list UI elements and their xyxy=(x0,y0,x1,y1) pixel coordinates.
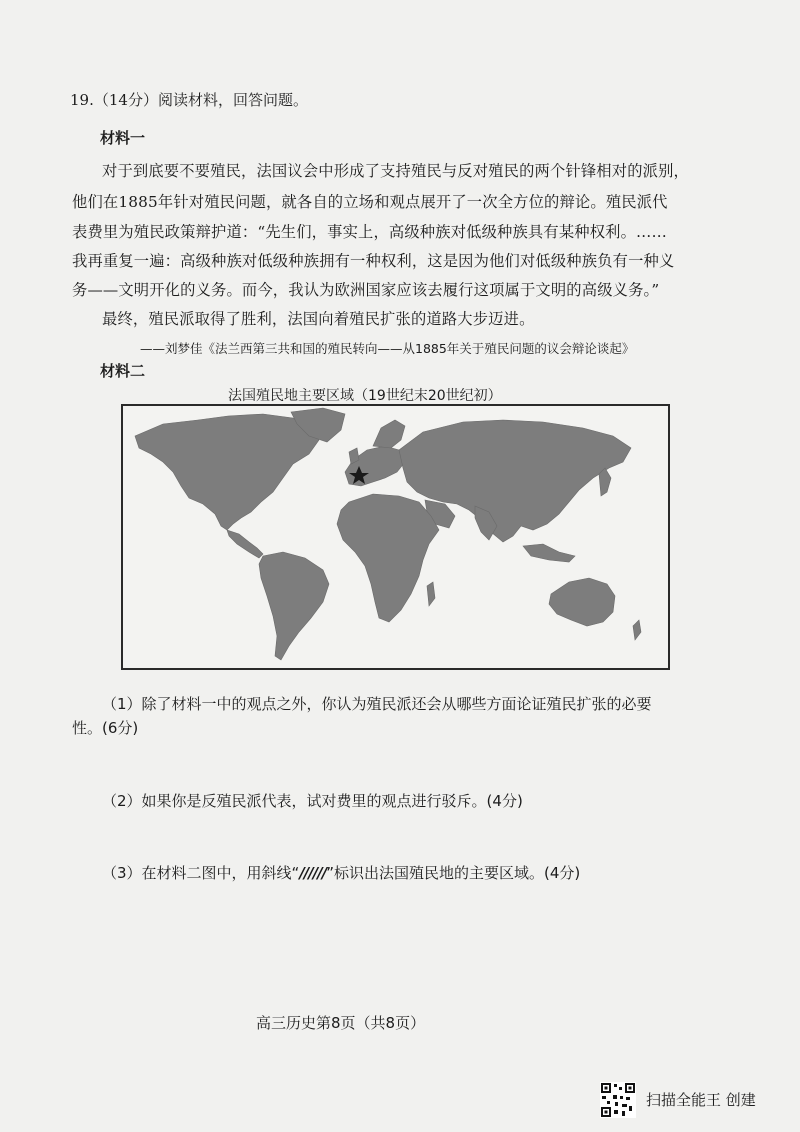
question-title: 19.（14分）阅读材料，回答问题。 xyxy=(70,91,308,109)
japan xyxy=(599,468,611,496)
australia xyxy=(549,578,615,626)
north-america xyxy=(135,414,319,530)
material-1-line-4: 我再重复一遍：高级种族对低级种族拥有一种权利，这是因为他们对低级种族负有一种义 xyxy=(72,252,675,270)
scandinavia xyxy=(373,420,405,448)
world-map[interactable] xyxy=(121,404,670,670)
question-3-prefix: （3）在材料二图中，用斜线“ xyxy=(102,864,300,882)
new-zealand xyxy=(633,620,641,640)
question-1-line-1: （1）除了材料一中的观点之外，你认为殖民派还会从哪些方面论证殖民扩张的必要 xyxy=(102,695,652,713)
material-1-label: 材料一 xyxy=(100,129,146,147)
material-1-line-1: 对于到底要不要殖民，法国议会中形成了支持殖民与反对殖民的两个针锋相对的派别， xyxy=(102,162,689,180)
madagascar xyxy=(427,582,435,606)
africa xyxy=(337,494,439,622)
page-footer: 高三历史第8页（共8页） xyxy=(256,1014,426,1032)
southeast-asia xyxy=(523,544,575,562)
material-1-line-5: 务——文明开化的义务。而今，我认为欧洲国家应该去履行这项属于文明的高级义务。” xyxy=(72,281,660,299)
hatch-symbol: ////// xyxy=(299,864,327,882)
question-3-suffix: ”标识出法国殖民地的主要区域。(4分) xyxy=(326,864,581,882)
south-america xyxy=(259,552,329,660)
question-1-line-2: 性。(6分) xyxy=(72,719,139,737)
material-1-line-2: 他们在1885年针对殖民问题，就各自的立场和观点展开了一次全方位的辩论。殖民派代 xyxy=(72,193,668,211)
question-2: （2）如果你是反殖民派代表，试对费里的观点进行驳斥。(4分) xyxy=(102,792,523,810)
world-map-graphic xyxy=(123,406,668,668)
central-america xyxy=(227,530,263,558)
material-1-source: ——刘梦佳《法兰西第三共和国的殖民转向——从1885年关于殖民问题的议会辩论谈起》 xyxy=(140,341,635,356)
material-1-line-3: 表费里为殖民政策辩护道：“先生们，事实上，高级种族对低级种族具有某种权利。…… xyxy=(72,223,667,241)
material-2-label: 材料二 xyxy=(100,362,146,380)
material-1-line-6: 最终，殖民派取得了胜利，法国向着殖民扩张的道路大步迈进。 xyxy=(102,310,535,328)
map-title: 法国殖民地主要区域（19世纪末20世纪初） xyxy=(228,388,502,404)
scanner-brand-label: 扫描全能王 创建 xyxy=(646,1091,756,1109)
question-3 xyxy=(102,863,580,883)
qr-code-icon xyxy=(600,1082,636,1118)
